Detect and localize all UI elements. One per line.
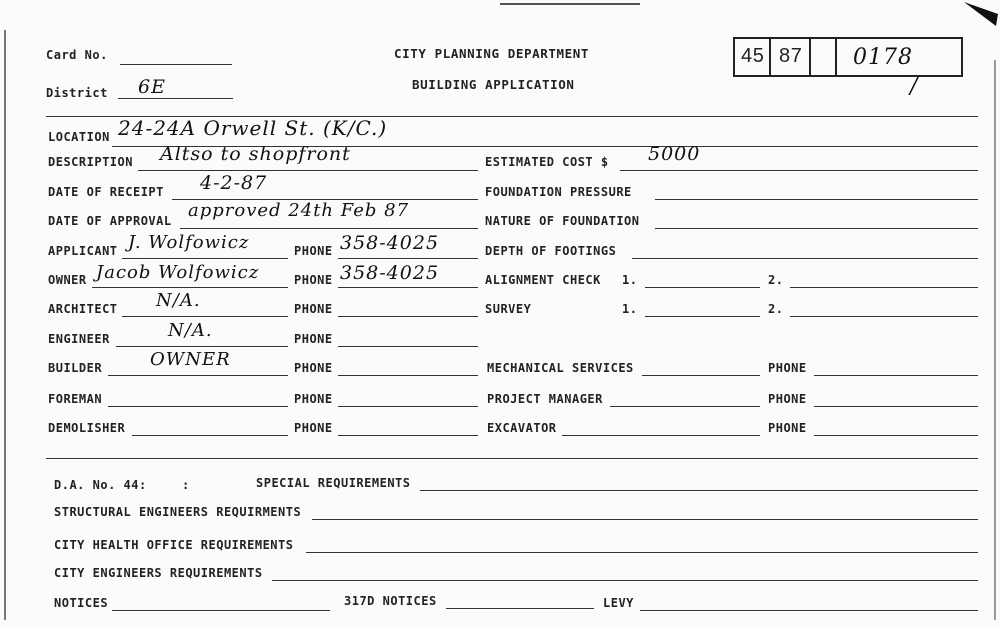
special-requirements-line xyxy=(420,490,978,491)
structural-requirements-line xyxy=(312,519,978,520)
owner-value: Jacob Wolfowicz xyxy=(96,262,260,283)
number-box-year-a: 45 xyxy=(741,45,765,67)
mechanical-line xyxy=(642,375,760,376)
estimated-cost-line xyxy=(620,170,978,171)
notices-317d-line xyxy=(446,608,594,609)
mechanical-phone-line xyxy=(814,375,978,376)
date-approval-value: approved 24th Feb 87 xyxy=(188,200,410,221)
excavator-phone-label: PHONE xyxy=(768,421,807,435)
structural-requirements-label: STRUCTURAL ENGINEERS REQUIRMENTS xyxy=(54,505,302,519)
engineer-label: ENGINEER xyxy=(48,332,110,346)
location-value: 24-24A Orwell St. (K/C.) xyxy=(118,116,388,140)
builder-phone-label: PHONE xyxy=(294,361,333,375)
number-box-year-b: 87 xyxy=(779,45,803,67)
excavator-label: EXCAVATOR xyxy=(487,421,557,435)
owner-phone-label: PHONE xyxy=(294,273,333,287)
scan-edge-left xyxy=(4,30,6,620)
alignment-2-label: 2. xyxy=(768,273,784,287)
notices-317d-label: 317D NOTICES xyxy=(344,594,437,608)
survey-1-label: 1. xyxy=(622,302,638,316)
engineer-phone-label: PHONE xyxy=(294,332,333,346)
levy-label: LEVY xyxy=(603,596,634,610)
excavator-line xyxy=(562,435,760,436)
applicant-phone-label: PHONE xyxy=(294,244,333,258)
owner-phone-line xyxy=(338,287,478,288)
health-requirements-label: CITY HEALTH OFFICE REQUIREMENTS xyxy=(54,538,294,552)
architect-phone-line xyxy=(338,316,478,317)
notices-label: NOTICES xyxy=(54,596,109,610)
mechanical-phone-label: PHONE xyxy=(768,361,807,375)
estimated-cost-label: ESTIMATED COST $ xyxy=(485,155,609,169)
excavator-phone-line xyxy=(814,435,978,436)
applicant-line xyxy=(122,258,288,259)
builder-value: OWNER xyxy=(150,349,231,370)
architect-phone-label: PHONE xyxy=(294,302,333,316)
architect-value: N/A. xyxy=(156,290,201,311)
engineers-requirements-label: CITY ENGINEERS REQUIREMENTS xyxy=(54,566,263,580)
number-box-serial: 0178 xyxy=(853,45,913,70)
applicant-phone-value: 358-4025 xyxy=(340,232,440,254)
depth-footings-line xyxy=(632,258,978,259)
project-manager-phone-label: PHONE xyxy=(768,392,807,406)
survey-2-label: 2. xyxy=(768,302,784,316)
form-title: BUILDING APPLICATION xyxy=(412,77,575,92)
architect-label: ARCHITECT xyxy=(48,302,118,316)
foreman-label: FOREMAN xyxy=(48,392,103,406)
notices-line xyxy=(112,610,330,611)
special-requirements-label: SPECIAL REQUIREMENTS xyxy=(256,476,411,490)
foundation-pressure-label: FOUNDATION PRESSURE xyxy=(485,185,632,199)
survey-2-line xyxy=(790,316,978,317)
foreman-phone-line xyxy=(338,406,478,407)
project-manager-label: PROJECT MANAGER xyxy=(487,392,603,406)
foundation-pressure-line xyxy=(655,199,978,200)
description-value: Altso to shopfront xyxy=(160,143,351,165)
builder-line xyxy=(108,375,288,376)
project-manager-line xyxy=(610,406,760,407)
applicant-label: APPLICANT xyxy=(48,244,118,258)
architect-line xyxy=(122,316,288,317)
date-receipt-value: 4-2-87 xyxy=(200,172,268,194)
demolisher-line xyxy=(132,435,288,436)
scan-corner-mark xyxy=(962,0,1000,30)
owner-phone-value: 358-4025 xyxy=(340,262,440,284)
number-box-mark: / xyxy=(910,74,919,99)
engineer-phone-line xyxy=(338,346,478,347)
alignment-1-label: 1. xyxy=(622,273,638,287)
owner-label: OWNER xyxy=(48,273,87,287)
location-label: LOCATION xyxy=(48,130,110,144)
mechanical-label: MECHANICAL SERVICES xyxy=(487,361,634,375)
district-label: District xyxy=(46,86,108,100)
alignment-check-label: ALIGNMENT CHECK xyxy=(485,273,601,287)
description-label: DESCRIPTION xyxy=(48,155,133,169)
builder-phone-line xyxy=(338,375,478,376)
da-colon: : xyxy=(182,478,190,492)
applicant-phone-line xyxy=(338,258,478,259)
engineer-value: N/A. xyxy=(168,320,213,341)
description-line xyxy=(138,170,478,171)
demolisher-label: DEMOLISHER xyxy=(48,421,126,435)
owner-line xyxy=(92,287,288,288)
applicant-value: J. Wolfowicz xyxy=(128,232,250,253)
date-approval-line xyxy=(180,228,478,229)
date-approval-label: DATE OF APPROVAL xyxy=(48,214,172,228)
project-manager-phone-line xyxy=(814,406,978,407)
foreman-line xyxy=(108,406,288,407)
demolisher-phone-label: PHONE xyxy=(294,421,333,435)
card-no-line xyxy=(120,64,232,65)
estimated-cost-value: 5000 xyxy=(648,143,701,165)
survey-label: SURVEY xyxy=(485,302,532,316)
engineers-requirements-line xyxy=(272,580,978,581)
nature-foundation-line xyxy=(655,228,978,229)
survey-1-line xyxy=(645,316,760,317)
section-divider xyxy=(46,458,978,459)
builder-label: BUILDER xyxy=(48,361,103,375)
health-requirements-line xyxy=(306,552,978,553)
levy-line xyxy=(640,610,978,611)
engineer-line xyxy=(116,346,288,347)
nature-foundation-label: NATURE OF FOUNDATION xyxy=(485,214,640,228)
da-number-label: D.A. No. 44: xyxy=(54,478,147,492)
district-value: 6E xyxy=(138,76,166,98)
alignment-1-line xyxy=(645,287,760,288)
scan-edge-right xyxy=(994,60,996,620)
district-line xyxy=(118,98,233,99)
department-title: CITY PLANNING DEPARTMENT xyxy=(394,46,590,61)
alignment-2-line xyxy=(790,287,978,288)
demolisher-phone-line xyxy=(338,435,478,436)
card-no-label: Card No. xyxy=(46,48,108,62)
depth-footings-label: DEPTH OF FOOTINGS xyxy=(485,244,617,258)
date-receipt-label: DATE OF RECEIPT xyxy=(48,185,164,199)
application-number-box xyxy=(733,37,963,77)
foreman-phone-label: PHONE xyxy=(294,392,333,406)
scan-top-mark xyxy=(500,3,640,5)
